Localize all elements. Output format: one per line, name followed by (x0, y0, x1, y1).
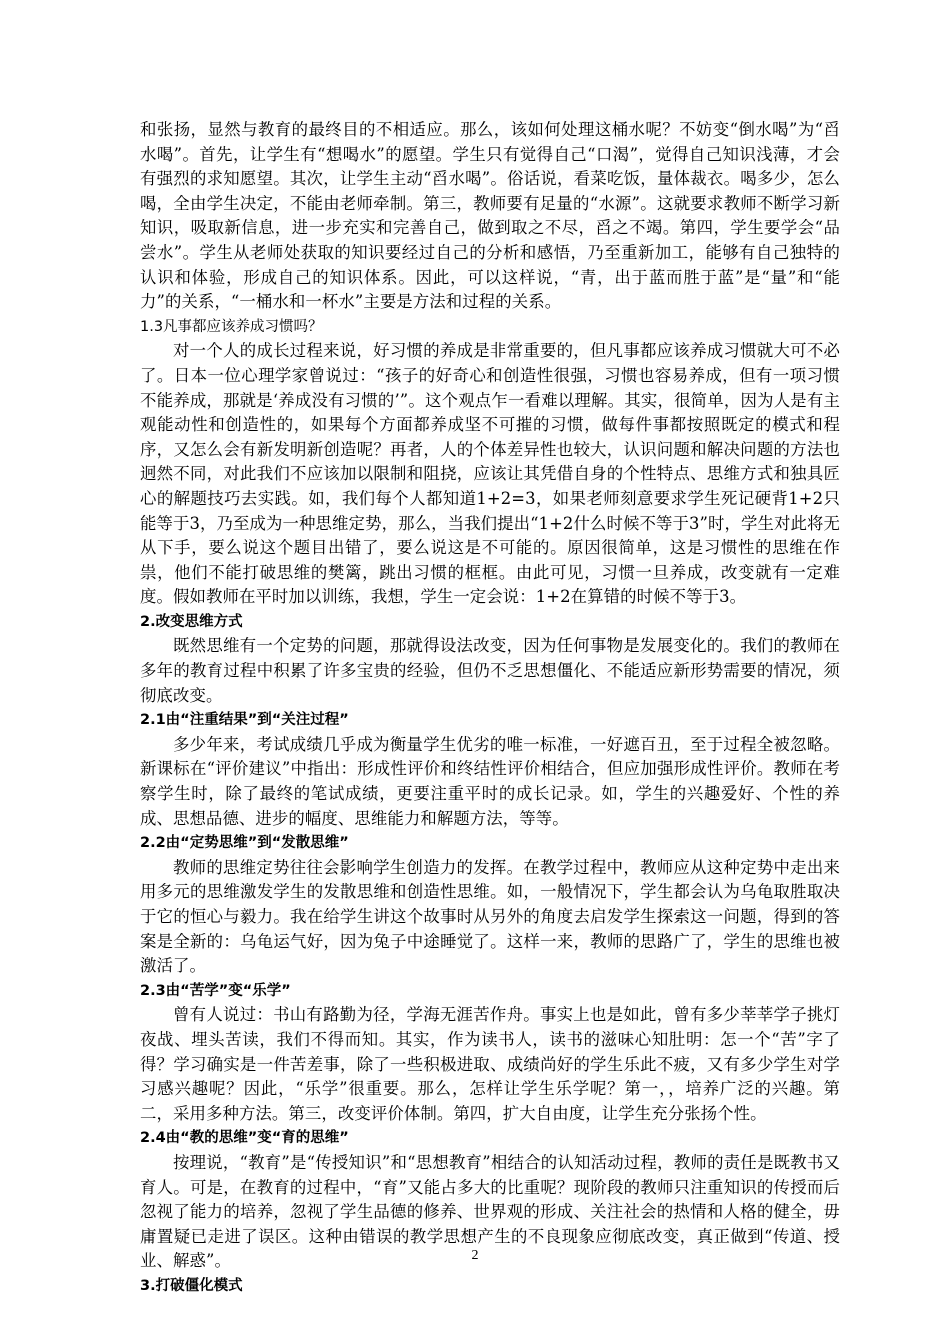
paragraph: 曾有人说过：书山有路勤为径，学海无涯苦作舟。事实上也是如此，曾有多少莘莘学子挑灯夜战、埋头苦读，我们不得而知。其实，作为读书人，读书的滋味心知肚明：怎一个“苦”字了得？学习确实是一件苦差事，除了一些积极进取、成绩尚好的学生乐此不疲，又有多少学生对学习感兴趣呢？因此，“乐学”很重要。那么，怎样让学生乐学呢？第一，，培养广泛的兴趣。第二，采用多种方法。第三，改变评价体制。第四，扩大自由度，让学生充分张扬个性。 (140, 1005, 840, 1123)
section-heading: 1.3凡事都应该养成习惯吗？ (140, 318, 323, 335)
subsection-heading: 2.2由“定势思维”到“发散思维” (140, 835, 349, 852)
paragraph: 既然思维有一个定势的问题，那就得设法改变，因为任何事物是发展变化的。我们的教师在多年的教育过程中积累了许多宝贵的经验，但仍不乏思想僵化、不能适应新形势需要的情况，须彻底改变。 (140, 636, 840, 705)
subsection-heading: 2.1由“注重结果”到“关注过程” (140, 712, 349, 729)
page-number: 2 (471, 1248, 479, 1263)
paragraph: 按理说，“教育”是“传授知识”和“思想教育”相结合的认知活动过程，教师的责任是既教书又育人。可是，在教育的过程中，“育”又能占多大的比重呢？现阶段的教师只注重知识的传授而后忽视了能力的培养，忽视了学生品德的修养、世界观的形成、关注社会的热情和人格的健全，毋庸置疑已走进了误区。这种由错误的教学思想产生的不良现象应彻底改变，真正做到“传道、授业、解惑”。 (140, 1152, 840, 1271)
paragraph: 多少年来，考试成绩几乎成为衡量学生优劣的唯一标准，一好遮百丑，至于过程全被忽略。新课标在“评价建议”中指出：形成性评价和终结性评价相结合，但应加强形成性评价。教师在考察学生时，除了最终的笔试成绩，更要注重平时的成长记录。如，学生的兴趣爱好、个性的养成、思想品德、进步的幅度、思维能力和解题方法，等等。 (140, 734, 840, 828)
document-page (140, 118, 840, 1299)
section-heading: 3.打破僵化模式 (140, 1277, 243, 1294)
paragraph: 教师的思维定势往往会影响学生创造力的发挥。在教学过程中，教师应从这种定势中走出来用多元的思维激发学生的发散思维和创造性思维。如，一般情况下，学生都会认为乌龟取胜取决于它的恒心与毅力。我在给学生讲这个故事时从另外的角度去启发学生探索这一问题，得到的答案是全新的：乌龟运气好，因为兔子中途睡觉了。这样一来，教师的思路广了，学生的思维也被激活了。 (140, 857, 840, 976)
paragraph: 和张扬，显然与教育的最终目的不相适应。那么，该如何处理这桶水呢？不妨变“倒水喝”为“舀水喝”。首先，让学生有“想喝水”的愿望。学生只有觉得自己“口渴”，觉得自己知识浅薄，才会有强烈的求知愿望。其次，让学生主动“舀水喝”。俗话说，看菜吃饭，量体裁衣。喝多少，怎么喝，全由学生决定，不能由老师牵制。第三，教师要有足量的“水源”。这就要求教师不断学习新知识，吸取新信息，进一步充实和完善自己，做到取之不尽，舀之不竭。第四，学生要学会“品尝水”。学生从老师处获取的知识要经过自己的分析和感悟，乃至重新加工，能够有自己独特的认识和体验，形成自己的知识体系。因此，可以这样说，“青，出于蓝而胜于蓝”是“量”和“能力”的关系，“一桶水和一杯水”主要是方法和过程的关系。 (140, 120, 840, 312)
section-heading: 2.改变思维方式 (140, 613, 243, 630)
subsection-heading: 2.3由“苦学”变“乐学” (140, 982, 291, 999)
paragraph: 对一个人的成长过程来说，好习惯的养成是非常重要的，但凡事都应该养成习惯就大可不必了。日本一位心理学家曾说过：“孩子的好奇心和创造性很强，习惯也容易养成，但有一项习惯不能养成，那就是‘养成没有习惯的’”。这个观点乍一看难以理解。其实，很简单，因为人是有主观能动性和创造性的，如果每个方面都养成坚不可摧的习惯，做每件事都按照既定的模式和程序，又怎么会有新发明新创造呢？再者，人的个体差异性也较大，认识问题和解决问题的方法也迥然不同，对此我们不应该加以限制和阻挠，应该让其凭借自身的个性特点、思维方式和独具匠心的解题技巧去实践。如，我们每个人都知道1+2=3，如果老师刻意要求学生死记硬背1+2只能等于3，乃至成为一种思维定势，那么，当我们提出“1+2什么时候不等于3”时，学生对此将无从下手，要么说这个题目出错了，要么说这是不可能的。原因很简单，这是习惯性的思维在作祟，他们不能打破思维的樊篱，跳出习惯的框框。由此可见，习惯一旦养成，改变就有一定难度。假如教师在平时加以训练，我想，学生一定会说：1+2在算错的时候不等于3。 (140, 341, 840, 607)
subsection-heading: 2.4由“教的思维”变“育的思维” (140, 1130, 349, 1147)
